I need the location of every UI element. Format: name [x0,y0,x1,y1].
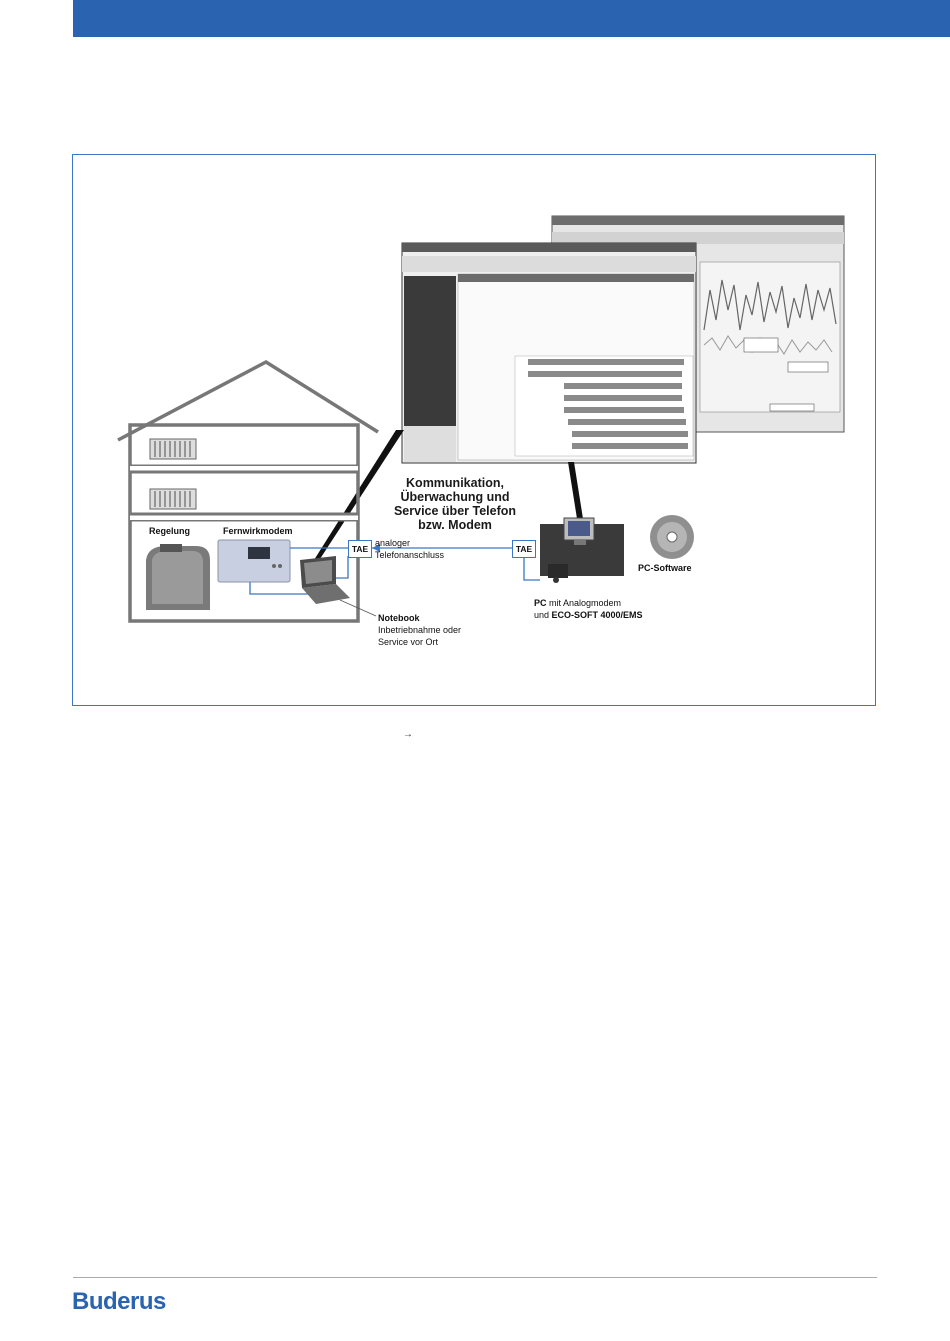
label-regelung: Regelung [149,526,191,536]
heading-line: Service über Telefon [393,504,517,518]
heading-line: Überwachung und [400,490,510,504]
label-pc-line-2 [534,610,643,621]
label-pc-software: PC-Software [638,563,692,573]
label-analog-line-2: Telefonanschluss [375,550,445,560]
label-notebook: Notebook [378,613,420,623]
label-pc: PC [534,598,547,608]
label-ecosoft: ECO-SOFT 4000/EMS [551,610,643,620]
label-pc-suffix: mit Analogmodem [546,598,622,608]
label-pc-line-1 [534,598,621,609]
laptop-image [300,556,350,604]
diagram-heading [380,476,530,532]
modem-device-image [218,540,290,582]
arrow-icon: → [403,729,413,740]
tae-socket-right: TAE [512,540,536,558]
pc-workstation-image [540,518,624,583]
heater-unit-image [146,544,210,610]
radiator-lower [150,489,196,509]
heading-line: Kommunikation, [406,476,504,490]
radiator-upper [150,439,196,459]
software-window-front [402,243,696,463]
label-analog-line-1: analoger [375,538,411,548]
buderus-logo: Buderus [72,1288,166,1315]
heading-line: bzw. Modem [418,518,492,532]
tae-socket-left: TAE [348,540,372,558]
label-fernwirkmodem: Fernwirkmodem [223,526,293,536]
label-notebook-line-2: Service vor Ort [378,637,439,647]
label-pc-line2-prefix: und [534,610,552,620]
label-notebook-line-1: Inbetriebnahme oder [378,625,462,635]
cd-disc-image [650,515,694,559]
footer-rule [73,1277,877,1278]
